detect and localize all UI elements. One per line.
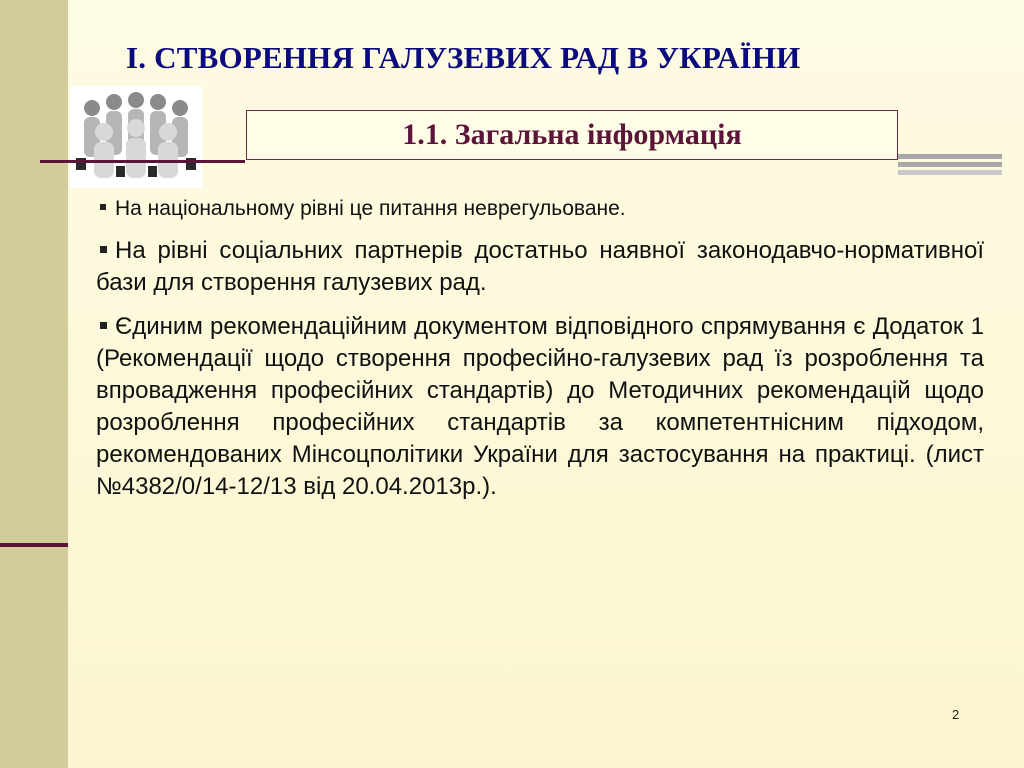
divider-left (0, 543, 68, 547)
decor-bar (898, 154, 1002, 159)
decor-bar (898, 170, 1002, 175)
bullet-list (96, 193, 984, 515)
decor-bar (898, 162, 1002, 167)
list-item (96, 311, 984, 503)
section-subtitle: 1.1. Загальна інформація (246, 110, 898, 160)
side-band (0, 0, 68, 768)
bullet-icon (100, 246, 107, 253)
bullet-icon (100, 322, 107, 329)
page-number: 2 (952, 707, 960, 722)
list-item-text: Єдиним рекомендаційним документом відповідного спрямування є Додаток 1 (Рекомендації щодо створення професійно-галузевих рад їз розроблення та впровадження професійних стандартів) до Методичних рекомендацій щодо розроблення професійних стандартів за компетентнісним підходом, рекомендованих Мінсоцполітики України для застосування на практиці. (лист №4382/0/14-12/13 від 20.04.2013р.). (96, 313, 984, 500)
list-item (96, 193, 984, 225)
list-item-text: На рівні соціальних партнерів достатньо наявної законодавчо-нормативної бази для створення галузевих рад. (96, 237, 984, 296)
list-item-text: На національному рівні це питання неврегульоване. (115, 197, 626, 220)
slide-title: І. СТВОРЕННЯ ГАЛУЗЕВИХ РАД В УКРАЇНИ (126, 40, 801, 75)
people-group-icon (70, 86, 202, 188)
divider-top (40, 160, 245, 163)
bullet-icon (100, 204, 106, 210)
list-item (96, 235, 984, 299)
